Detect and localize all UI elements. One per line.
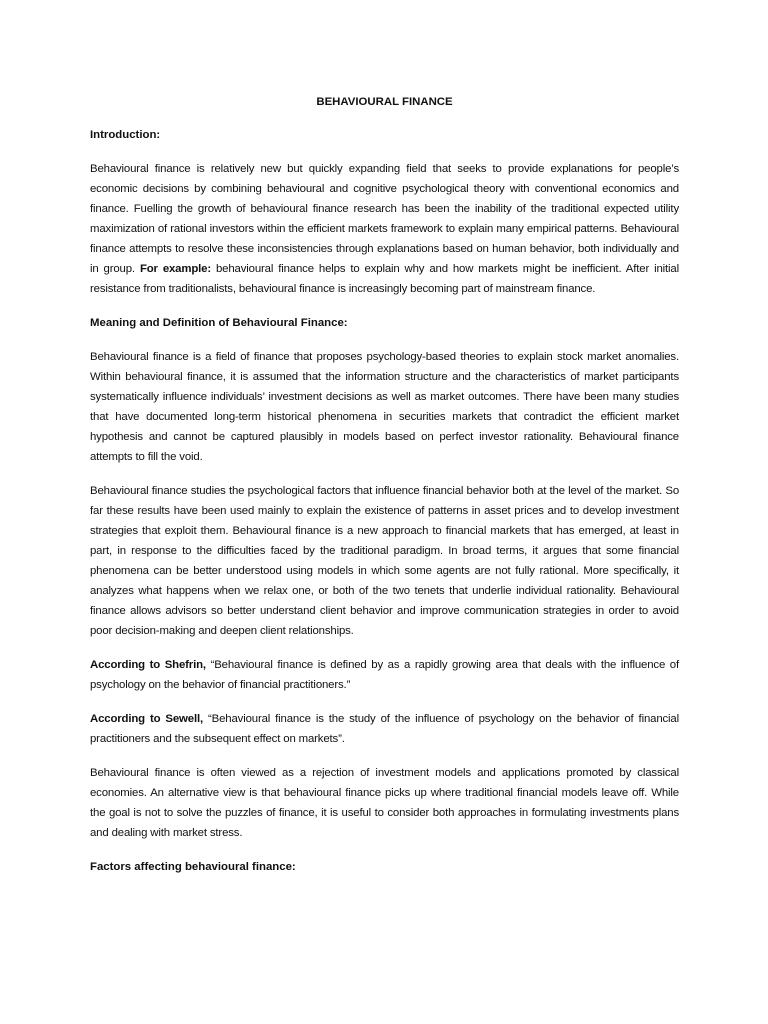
introduction-paragraph: [90, 159, 679, 299]
meaning-paragraph-1: Behavioural finance is a field of finance that proposes psychology-based theories to explain stock market anomalies. Within behavioural finance, it is assumed that the information structure and the characteristics of market participants systematically influence individuals’ investment decisions as well as market outcomes. There have been many studies that have documented long-term historical phenomena in securities markets that contradict the efficient market hypothesis and cannot be captured plausibly in models based on perfect investor rationality. Behavioural finance attempts to fill the void.: [90, 351, 679, 463]
shefrin-definition: [90, 655, 679, 695]
meaning-heading: Meaning and Definition of Behavioural Finance:: [90, 317, 348, 329]
meaning-paragraph-2: Behavioural finance studies the psychological factors that influence financial behavior both at the level of the market. So far these results have been used mainly to explain the existence of patterns in asset prices and to develop investment strategies that exploit them. Behavioural finance is a new approach to financial markets that has emerged, at least in part, in response to the difficulties faced by the traditional paradigm. In broad terms, it argues that some financial phenomena can be better understood using models in which some agents are not fully rational. More specifically, it analyzes what happens when we relax one, or both of the two tenets that underlie individual rationality. Behavioural finance allows advisors so better understand client behavior and improve communication strategies in order to avoid poor decision-making and deepen client relationships.: [90, 485, 679, 637]
shefrin-quote: “Behavioural finance is defined by as a rapidly growing area that deals with the influence of psychology on the behavior of financial practitioners.”: [90, 659, 679, 691]
example-text: behavioural finance helps to explain why and how markets might be inefficient. After initial resistance from traditionalists, behavioural finance is increasingly becoming part of mainstream finance.: [90, 263, 679, 295]
shefrin-label: According to Shefrin,: [90, 659, 206, 671]
meaning-paragraph-3: Behavioural finance is often viewed as a rejection of investment models and applications promoted by classical economies. An alternative view is that behavioural finance picks up where traditional financial models leave off. While the goal is not to solve the puzzles of finance, it is useful to consider both approaches in formulating investments plans and dealing with market stress.: [90, 767, 679, 839]
sewell-definition: [90, 709, 679, 749]
introduction-heading: Introduction:: [90, 129, 161, 141]
document-title: BEHAVIOURAL FINANCE: [316, 96, 453, 108]
factors-heading: Factors affecting behavioural finance:: [90, 861, 296, 873]
document-page: [90, 92, 679, 891]
sewell-quote: “Behavioural finance is the study of the influence of psychology on the behavior of financial practitioners and the subsequent effect on markets”.: [90, 713, 679, 745]
introduction-text: Behavioural finance is relatively new but quickly expanding field that seeks to provide explanations for people’s economic decisions by combining behavioural and cognitive psychological theory with conventional economics and finance. Fuelling the growth of behavioural finance research has been the inability of the traditional expected utility maximization of rational investors within the efficient markets framework to explain many empirical patterns. Behavioural finance attempts to resolve these inconsistencies through explanations based on human behavior, both individually and in group.: [90, 163, 679, 275]
sewell-label: According to Sewell,: [90, 713, 203, 725]
for-example-label: For example:: [139, 263, 212, 275]
